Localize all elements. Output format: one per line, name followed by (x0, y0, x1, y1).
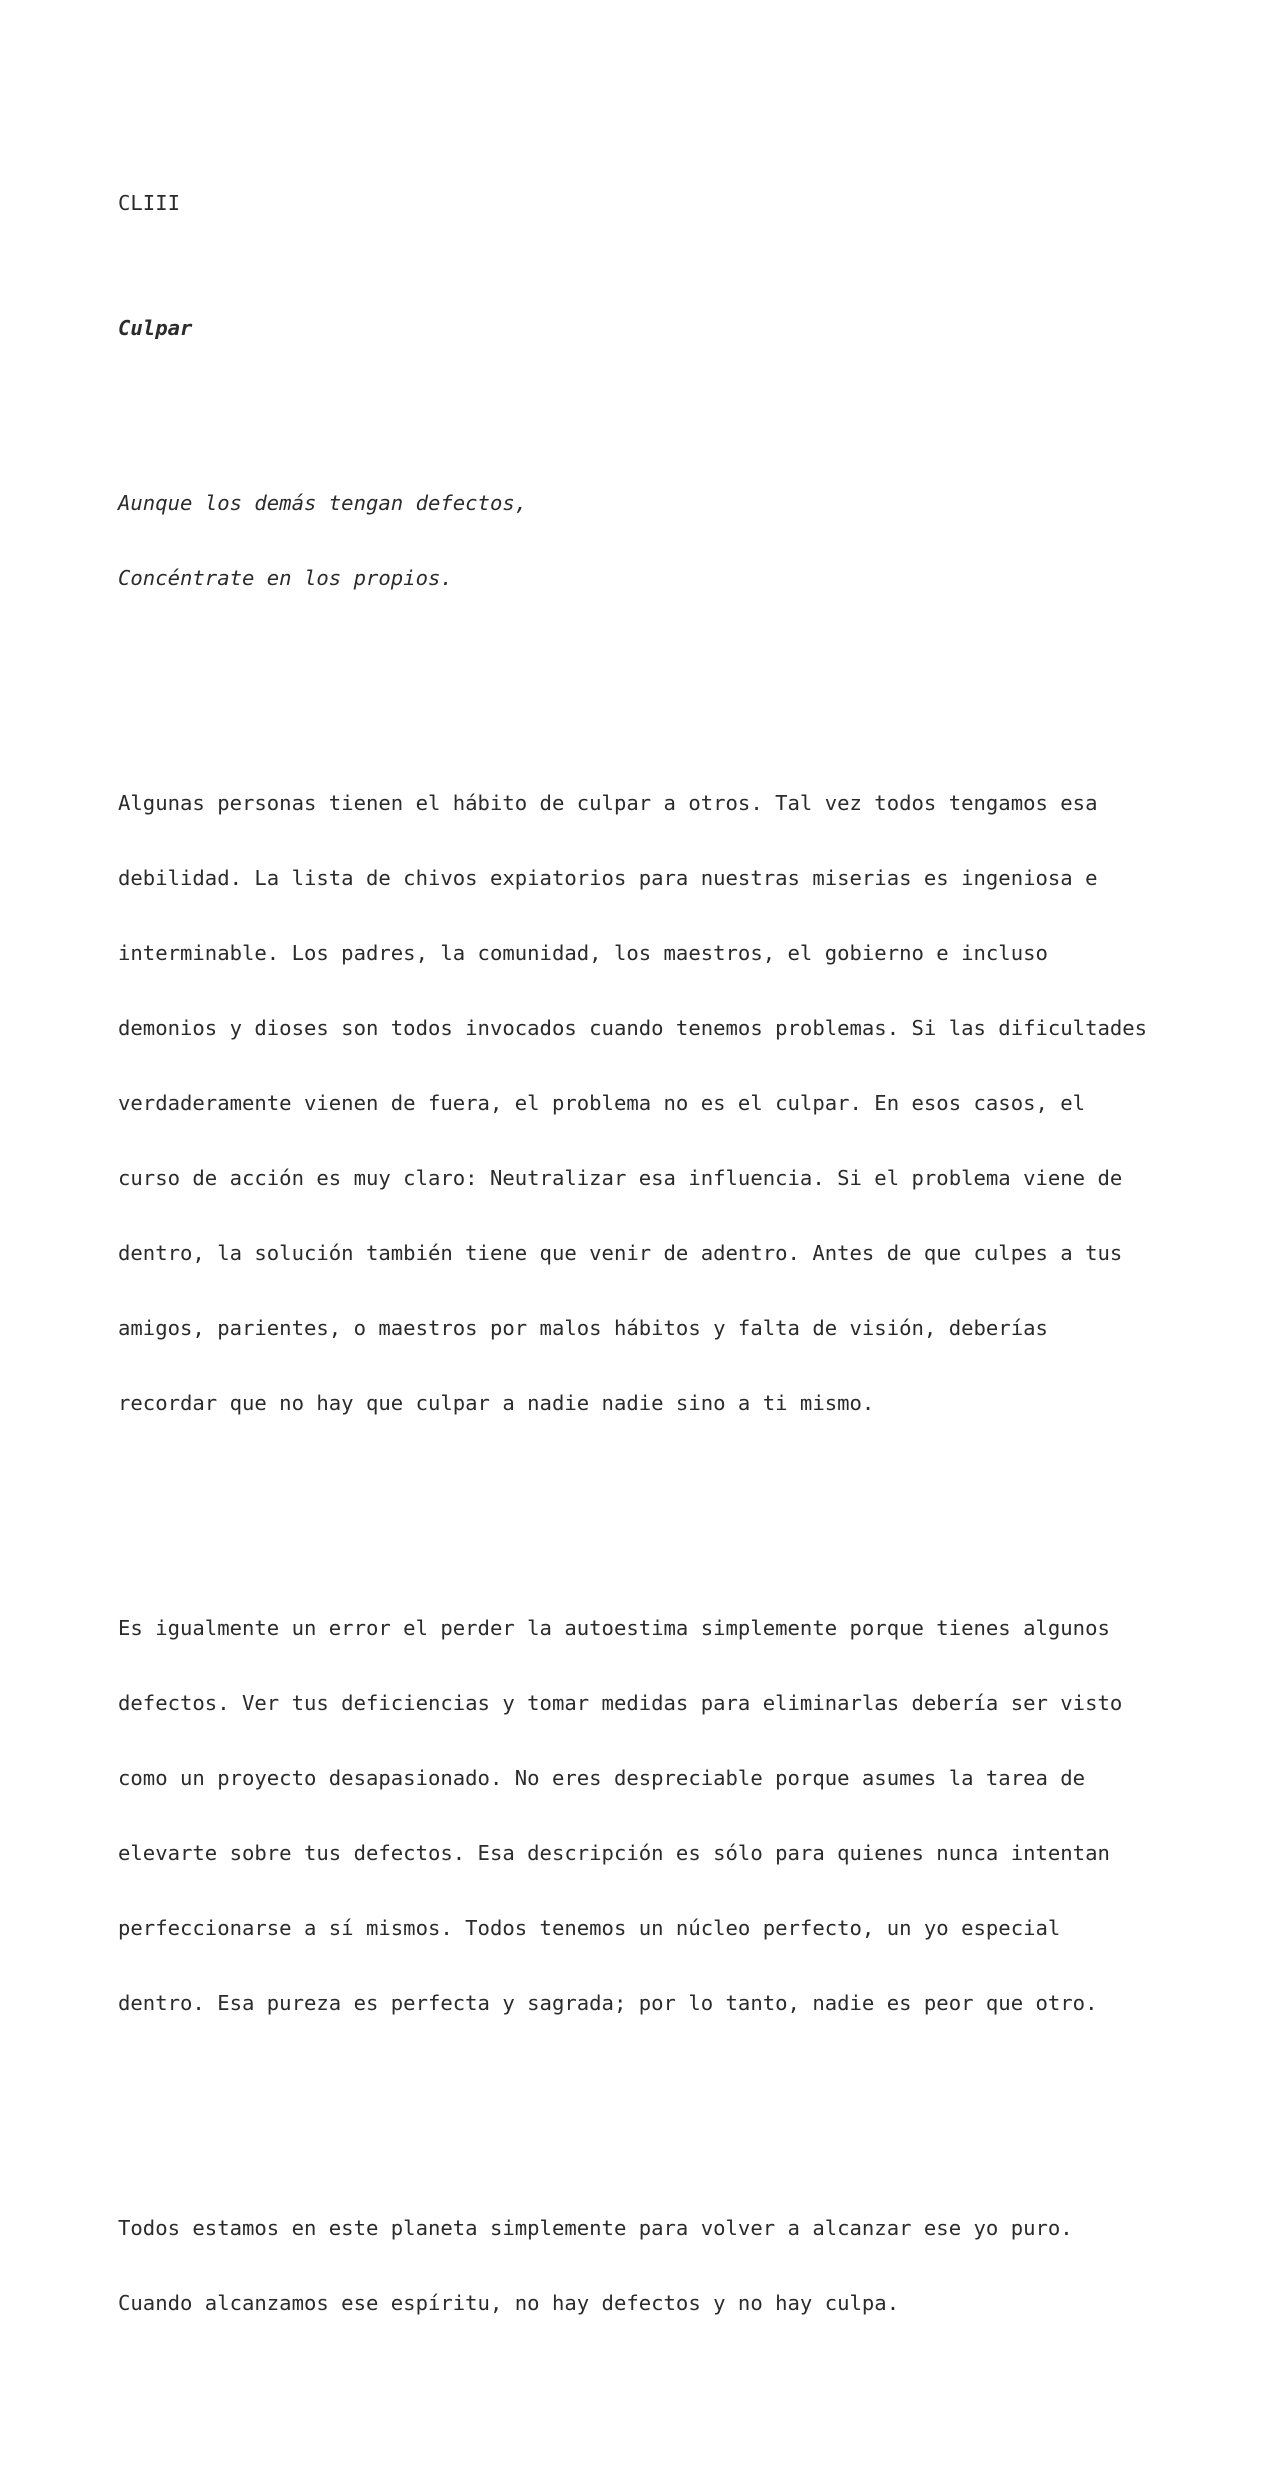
document-body (118, 116, 1218, 2466)
paragraph-line: Cuando alcanzamos ese espíritu, no hay defectos y no hay culpa. (118, 2291, 900, 2315)
epigraph-line: Concéntrate en los propios. (118, 566, 453, 590)
paragraph-line: amigos, parientes, o maestros por malos hábitos y falta de visión, deberías (118, 1316, 1048, 1340)
paragraph-line: recordar que no hay que culpar a nadie nadie sino a ti mismo. (118, 1391, 875, 1415)
paragraph-line: dentro, la solución también tiene que venir de adentro. Antes de que culpes a tus (118, 1241, 1123, 1265)
paragraph-line: Es igualmente un error el perder la autoestima simplemente porque tienes algunos (118, 1616, 1110, 1640)
paragraph-3 (118, 2166, 1218, 2366)
paragraph-line: perfeccionarse a sí mismos. Todos tenemos un núcleo perfecto, un yo especial (118, 1916, 1061, 1940)
paragraph-line: dentro. Esa pureza es perfecta y sagrada; por lo tanto, nadie es peor que otro. (118, 1991, 1098, 2015)
paragraph-line: interminable. Los padres, la comunidad, los maestros, el gobierno e incluso (118, 941, 1048, 965)
paragraph-line: curso de acción es muy claro: Neutralizar esa influencia. Si el problema viene de (118, 1166, 1123, 1190)
epigraph (118, 441, 1218, 641)
paragraph-line: Todos estamos en este planeta simplemente para volver a alcanzar ese yo puro. (118, 2216, 1073, 2240)
chapter-title: Culpar (118, 316, 193, 340)
paragraph-line: como un proyecto desapasionado. No eres despreciable porque asumes la tarea de (118, 1766, 1086, 1790)
paragraph-line: demonios y dioses son todos invocados cuando tenemos problemas. Si las dificultades (118, 1016, 1148, 1040)
paragraph-line: debilidad. La lista de chivos expiatorios para nuestras miserias es ingeniosa e (118, 866, 1098, 890)
chapter-number: CLIII (118, 191, 180, 215)
paragraph-line: defectos. Ver tus deficiencias y tomar medidas para eliminarlas debería ser visto (118, 1691, 1123, 1715)
paragraph-2 (118, 1566, 1218, 2066)
epigraph-line: Aunque los demás tengan defectos, (118, 491, 528, 515)
paragraph-1 (118, 741, 1218, 1466)
paragraph-line: verdaderamente vienen de fuera, el problema no es el culpar. En esos casos, el (118, 1091, 1086, 1115)
paragraph-line: elevarte sobre tus defectos. Esa descripción es sólo para quienes nunca intentan (118, 1841, 1110, 1865)
paragraph-line: Algunas personas tienen el hábito de culpar a otros. Tal vez todos tengamos esa (118, 791, 1098, 815)
